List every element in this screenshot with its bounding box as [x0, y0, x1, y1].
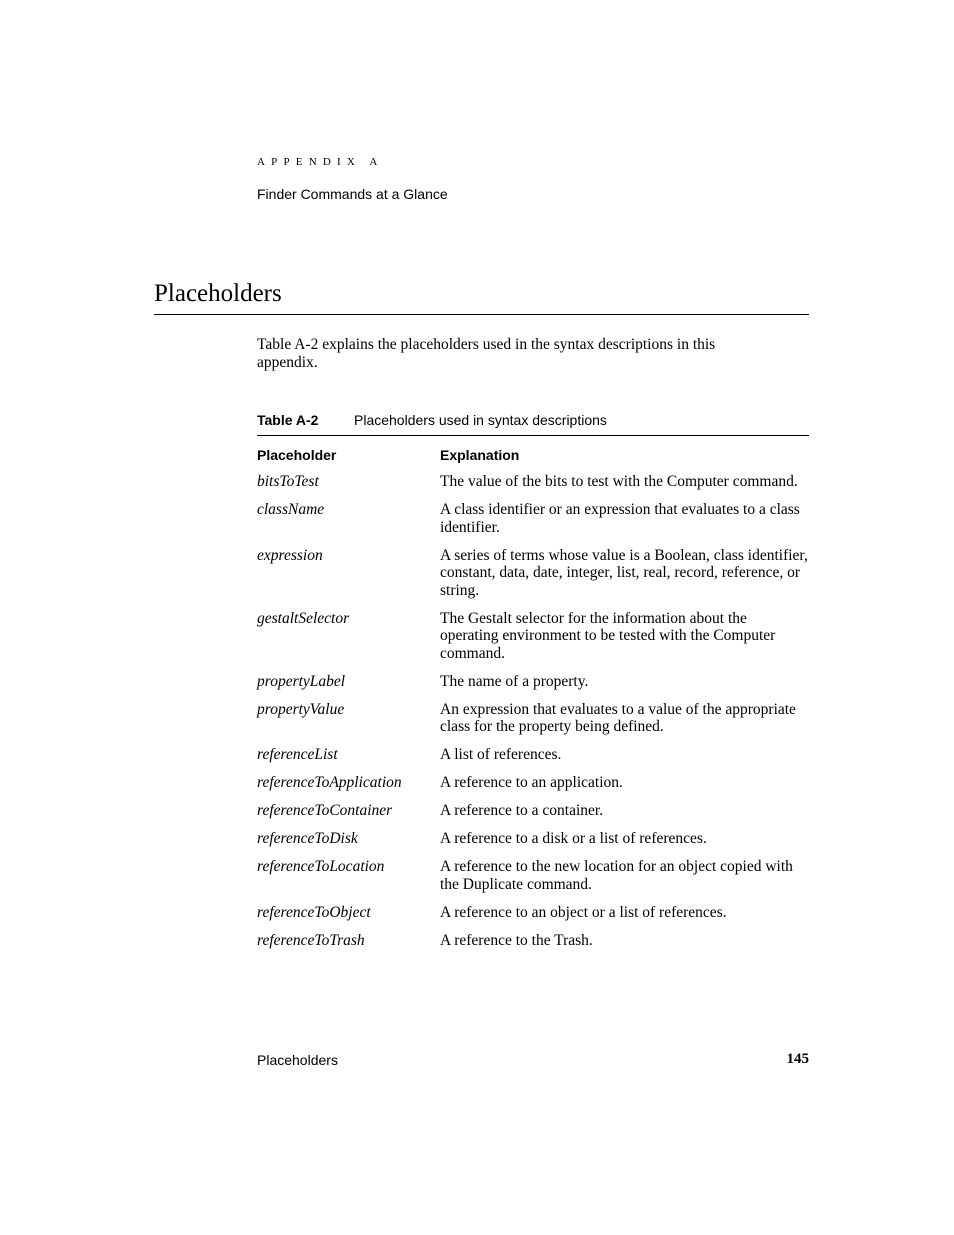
- table-row: [257, 473, 809, 501]
- placeholder-term: referenceToContainer: [257, 802, 393, 819]
- intro-paragraph: Table A-2 explains the placeholders used in the syntax descriptions in this appendix.: [257, 336, 716, 371]
- placeholder-term: referenceList: [257, 746, 338, 763]
- placeholder-explanation: An expression that evaluates to a value of the appropriate class for the property being defined.: [440, 700, 796, 735]
- table-row: [257, 746, 809, 774]
- table-row: [257, 774, 809, 802]
- table-row: [257, 501, 809, 547]
- column-header-explanation: Explanation: [440, 447, 520, 463]
- chapter-title: Finder Commands at a Glance: [257, 186, 448, 202]
- placeholder-explanation: A reference to a disk or a list of references.: [440, 830, 707, 847]
- placeholder-term: referenceToApplication: [257, 774, 402, 791]
- table-caption-title: Placeholders used in syntax descriptions: [354, 412, 607, 428]
- placeholder-term: referenceToDisk: [257, 830, 358, 847]
- placeholder-explanation: A reference to a container.: [440, 802, 604, 819]
- placeholder-explanation: A series of terms whose value is a Boolean, class identifier, constant, data, date, integer, list, real, record, reference, or string.: [440, 546, 808, 599]
- placeholder-explanation: A reference to the new location for an object copied with the Duplicate command.: [440, 858, 793, 893]
- placeholder-term: referenceToObject: [257, 903, 371, 921]
- placeholder-explanation: A list of references.: [440, 746, 562, 763]
- placeholder-explanation: A reference to an application.: [440, 774, 623, 791]
- table-body: [257, 473, 809, 960]
- placeholder-term: className: [257, 501, 325, 518]
- placeholder-explanation: A reference to an object or a list of references.: [440, 903, 727, 921]
- placeholder-term: propertyValue: [257, 700, 345, 718]
- section-rule: [154, 314, 809, 315]
- table-rule: [257, 435, 809, 436]
- table-row: [257, 802, 809, 830]
- section-heading: Placeholders: [154, 280, 282, 307]
- placeholder-explanation: A class identifier or an expression that evaluates to a class identifier.: [440, 501, 800, 536]
- table-row: [257, 858, 809, 904]
- placeholder-explanation: A reference to the Trash.: [440, 931, 593, 949]
- placeholder-explanation: The name of a property.: [440, 672, 589, 690]
- table-row: [257, 547, 809, 610]
- table-caption: [257, 412, 607, 428]
- placeholder-explanation: The value of the bits to test with the Computer command.: [440, 473, 798, 490]
- page-number: 145: [786, 1051, 809, 1067]
- table-row: [257, 932, 809, 960]
- placeholder-term: bitsToTest: [257, 473, 319, 490]
- placeholder-term: gestaltSelector: [257, 609, 350, 627]
- placeholder-term: propertyLabel: [257, 672, 346, 690]
- table-row: [257, 673, 809, 701]
- footer-section-name: Placeholders: [257, 1052, 338, 1068]
- table-row: [257, 830, 809, 858]
- placeholder-term: referenceToTrash: [257, 931, 365, 949]
- table-row: [257, 610, 809, 673]
- placeholder-term: expression: [257, 546, 323, 564]
- appendix-label: APPENDIX A: [257, 156, 384, 168]
- placeholder-explanation: The Gestalt selector for the information about the operating environment to be tested with the Computer command.: [440, 609, 776, 662]
- placeholders-table: [257, 447, 809, 960]
- column-header-placeholder: Placeholder: [257, 447, 337, 463]
- table-row: [257, 904, 809, 932]
- table-caption-number: Table A-2: [257, 412, 319, 428]
- placeholder-term: referenceToLocation: [257, 858, 385, 875]
- table-row: [257, 701, 809, 747]
- table-header-row: [257, 447, 809, 473]
